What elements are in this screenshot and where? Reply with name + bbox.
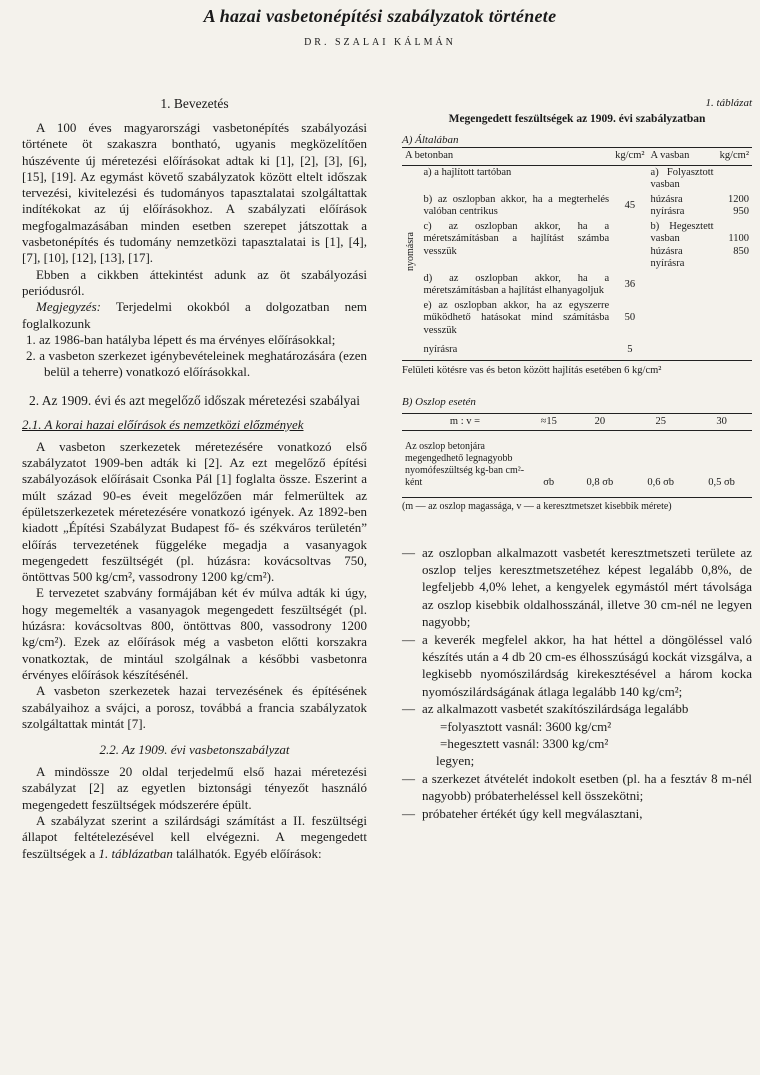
table-cell: nyírásra xyxy=(423,344,458,355)
table-cell: 0,8 σb xyxy=(586,476,614,488)
table-cell: e) az oszlopban akkor, ha az egyszerre működhető hatásokat mind számításba vesszük xyxy=(423,299,610,336)
paragraph: A vasbeton szerkezetek hazai tervezésének és építésének szabályaihoz a svájci, a porosz, továbbá a francia szabályzatok szolgáltattak mintát [7]. xyxy=(22,683,367,731)
paragraph: Ebben a cikkben áttekintést adunk az öt szabályozási periódusról. xyxy=(22,266,367,298)
table-title: Megengedett feszültségek az 1909. évi szabályzatban xyxy=(448,113,706,125)
table-header: kg/cm² xyxy=(717,148,752,166)
right-body xyxy=(402,544,752,823)
table-cell: a) Folyasztott vasban xyxy=(650,166,714,190)
cell-text: húzásra xyxy=(650,193,683,205)
table-header: 20 xyxy=(569,413,630,431)
table-cell xyxy=(612,220,647,272)
table-cell xyxy=(717,193,752,220)
dash-item-text: az oszlopban alkalmazott vasbetét keresztmetszeti területe az oszlop teljes keresztmetszetéhez képest legalább 0,8%, de legfeljebb 4,0% lehet, a kengyelek egymástól mért távolsága az oszlop kisebbik oldalhosszánál, illetve 30 cm-nél ne legyen nagyobb; xyxy=(422,544,752,630)
table-cell: a) a hajlított tartóban xyxy=(423,166,512,178)
paragraph: E tervezetet szabvány formájában két év múlva adták ki úgy, hogy megemelték a vasanyagok megengedett feszültségét (pl. húzásra: kovácsoltvas 800, öntöttvas 800, vassodrony 1200 kg/cm²). Ezek az előírások még a vasbeton előtti korszakra vonatkoztak, de mintául szolgálnak a későbbi vasbetonra érvényes előírások készítésénél. xyxy=(22,585,367,682)
table-cell: d) az oszlopban akkor, ha a méretszámításban a hajlítást elhanyagoljuk xyxy=(423,272,610,296)
table-header: ≈15 xyxy=(528,413,569,431)
table-b-footnote: (m — az oszlop magassága, v — a keresztmetszet kisebbik mérete) xyxy=(402,497,752,514)
table-a xyxy=(402,147,752,358)
sub-item: =hegesztett vasnál: 3300 kg/cm² xyxy=(440,735,609,751)
table-header: A betonban xyxy=(402,148,612,166)
dash-item-text: a szerkezet átvételét indokolt esetben (pl. ha a fesztáv 8 m-nél nagyobb) próbaterheléssel kell összekötni; xyxy=(422,770,752,804)
table-row xyxy=(402,193,752,220)
note-paragraph xyxy=(22,299,367,332)
enum-item: 2. a vasbeton szerkezet igénybevételeinek meghatározására (ezen belül a teherre) vonatkozó előírásokkal. xyxy=(26,348,367,380)
table-row xyxy=(402,431,752,492)
author: DR. SZALAI KÁLMÁN xyxy=(304,37,456,48)
table-row xyxy=(402,165,752,193)
cell-text: nyírásra xyxy=(650,258,685,269)
section-heading-2: 2. Az 1909. évi és azt megelőző időszak méretezési szabályai xyxy=(29,392,360,408)
subsection-heading-2-1: 2.1. A korai hazai előírások és nemzetközi előzmények xyxy=(22,416,304,432)
dash-item: — próbateher értékét úgy kell megválasztani, xyxy=(402,805,643,821)
dash-item: — az alkalmazott vasbetét szakítószilárdsága legalább xyxy=(402,701,689,717)
table-cell: b) az oszlopban akkor, ha a megterhelés valóban centrikus xyxy=(423,193,610,217)
table-row xyxy=(402,220,752,272)
dash-item-text: próbateher értékét úgy kell megválasztani, xyxy=(422,805,643,821)
note-text: Terjedelmi okokból a dolgozatban nem foglalkozunk xyxy=(22,299,367,331)
table-reference: 1. táblázatban xyxy=(98,845,173,861)
table-cell xyxy=(648,220,717,272)
text-run: találhatók. Egyéb előírások: xyxy=(172,845,322,861)
side-label: nyomásra xyxy=(405,231,416,271)
cell-text: húzásra xyxy=(650,245,683,257)
table-cell xyxy=(648,299,717,339)
section-heading-1: 1. Bevezetés xyxy=(160,96,229,111)
subsection-heading-2-2: 2.2. Az 1909. évi vasbetonszabályzat xyxy=(99,742,290,758)
table-header: 30 xyxy=(691,413,752,431)
table-cell xyxy=(717,272,752,299)
table-cell: Az oszlop betonjára megengedhető legnagyobb nyomófeszültség kg-ban cm²-ként xyxy=(405,441,525,488)
note-label: Megjegyzés: xyxy=(36,299,101,315)
cell-value: 950 xyxy=(733,206,749,217)
table-header-row xyxy=(402,148,752,166)
table-cell xyxy=(717,299,752,339)
paragraph: A mindössze 20 oldal terjedelmű első hazai méretezési szabályzat [2] az egyetlen biztonsági tényezőt használó megengedett feszültségek módszerére épült. xyxy=(22,764,367,812)
dash-item-text: a keverék megfelel akkor, ha hat héttel a döngöléssel való készítés után a 4 db 20 cm-es élhosszúságú kockát vizsgálva, a legkisebb nyomószilárdság kirekesztésével a három kocka nyomószilárdságának átlaga legalább 140 kg/cm²; xyxy=(422,631,752,699)
table-header: m : v = xyxy=(402,413,528,431)
table-cell xyxy=(717,220,752,272)
table-cell xyxy=(717,165,752,193)
table-cell: 0,6 σb xyxy=(647,476,675,488)
table-header: kg/cm² xyxy=(612,148,647,166)
table-cell xyxy=(648,338,717,358)
table-cell: σb xyxy=(543,476,555,488)
dash-item: — az oszlopban alkalmazott vasbetét keresztmetszeti területe az oszlop teljes keresztmetszetéhez képest legalább 0,8%, de legfeljebb 4,0% lehet, a kengyelek egymástól mért távolsága az oszlop kisebbik oldalhosszánál, illetve 30 cm-nél ne legyen nagyobb; xyxy=(402,544,752,630)
cell-text: b) Hegesztett vasban xyxy=(650,220,714,244)
sub-item: legyen; xyxy=(436,753,475,769)
dash-item: — a keverék megfelel akkor, ha hat héttel a döngöléssel való készítés után a 4 db 20 cm-es élhosszúságú kockát vizsgálva, a legkisebb nyomószilárdság kirekesztésével a három kocka nyomószilárdságának átlaga legalább 140 kg/cm²; xyxy=(402,631,752,699)
table-cell xyxy=(648,193,717,220)
cell-value: 1200 xyxy=(728,193,749,205)
table-number: 1. táblázat xyxy=(705,97,752,109)
table-header: 25 xyxy=(630,413,691,431)
cell-value: 1100 xyxy=(728,233,749,244)
table-cell: 5 xyxy=(627,344,633,355)
paragraph: A vasbeton szerkezetek méretezésére vonatkozó első szabályzatot 1909-ben adták ki [2]. Az ezt megelőző építési szabályozások előírásait Csonka Pál [1] foglalta össze. Eszerint a múlt század 90-es éveit megelőzően már felmerültek az épületszerkezetek méretezésére vonatkozó igények. Az 1892-ben kiadott „Építési Szabályzat Budapest fő- és székváros területén” előírás tervezetének függeléke megadja a vasanyagok megengedett feszültségét (pl. húzásra: kovácsoltvas 750, öntöttvas 500 kg/cm², vassodrony 1200 kg/cm²). xyxy=(22,438,367,585)
table-header-row xyxy=(402,413,752,431)
table-cell: 36 xyxy=(624,278,636,290)
table-cell xyxy=(402,338,421,358)
text-run: A szabályzat szerint a szilárdsági számítást a II. feszültségi állapot feltételezésével kell elvégezni. A megengedett feszültségek a xyxy=(22,812,367,861)
sub-item: =folyasztott vasnál: 3600 kg/cm² xyxy=(440,718,612,734)
paragraph: A 100 éves magyarországi vasbetonépítés szabályozási története öt szakaszra bontható, ugyanis megközelítően húszévente új méretezési előírásokat adtak ki [1], [2], [3], [6], [15], [19]. Az egymást követő szabályzatok között eltelt időszak tervezési, kivitelezési és tudományos tapasztalatai szolgáltattak indítékokat az új előírásokhoz. A szabályzati előírások megfogalmazásában minden esetben szerepet játszottak a vasbetonépítés és tudomány nemzetközi tapasztalatai is [1], [4], [7], [10], [12], [13], [17]. xyxy=(22,120,367,266)
table-subheading-a: A) Általában xyxy=(402,134,459,146)
table-cell xyxy=(717,338,752,358)
dash-item: — a szerkezet átvételét indokolt esetben (pl. ha a fesztáv 8 m-nél nagyobb) próbaterheléssel kell összekötni; xyxy=(402,770,752,804)
table-cell: 50 xyxy=(624,312,636,323)
table-cell: c) az oszlopban akkor, ha a méretszámításban a hajlítást számba vesszük xyxy=(423,220,610,257)
table-cell: 0,5 σb xyxy=(708,476,735,488)
table-cell xyxy=(612,165,647,193)
page-title: A hazai vasbetonépítési szabályzatok története xyxy=(203,6,557,26)
table-b xyxy=(402,413,752,492)
dash-item-text: az alkalmazott vasbetét szakítószilárdsága legalább xyxy=(422,701,689,717)
table-subheading-b: B) Oszlop esetén xyxy=(402,395,476,408)
cell-value: 850 xyxy=(733,245,749,257)
cell-text: nyírásra xyxy=(650,206,685,217)
enum-item: 1. az 1986-ban hatályba lépett és ma érvényes előírásokkal; xyxy=(26,331,336,347)
table-cell xyxy=(648,272,717,299)
table-row xyxy=(402,299,752,339)
right-column xyxy=(402,96,752,822)
table-row xyxy=(402,272,752,299)
table-a-footnote: Felületi kötésre vas és beton között hajlítás esetében 6 kg/cm² xyxy=(402,360,752,377)
table-cell: 45 xyxy=(624,199,636,211)
table-row xyxy=(402,338,752,358)
paragraph xyxy=(22,813,367,862)
left-column xyxy=(22,96,367,862)
table-header: A vasban xyxy=(648,148,717,166)
